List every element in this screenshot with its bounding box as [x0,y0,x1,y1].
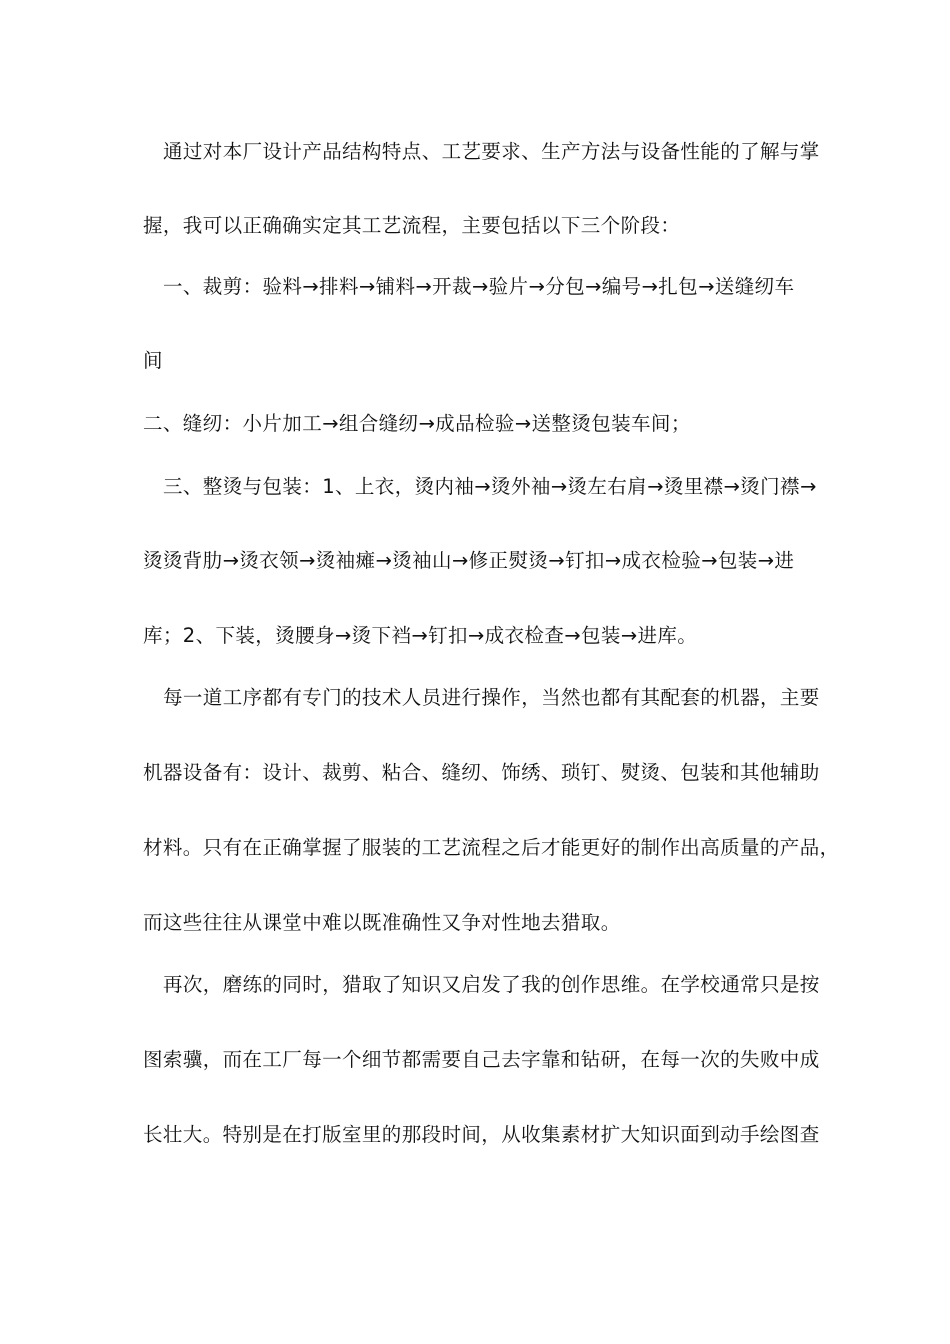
paragraph-3-line-1: 再次，磨练的同时，猎取了知识又启发了我的创作思维。在学校通常只是按 [163,973,820,996]
stage-3-line-3: 库；2、下装，烫腰身→烫下裆→钉扣→成衣检查→包装→进库。 [143,624,698,647]
stage-2-line: 二、缝纫：小片加工→组合缝纫→成品检验→送整烫包装车间； [143,412,691,435]
stage-3-line-2: 烫烫背肋→烫衣领→烫袖瘫→烫袖山→修正熨烫→钉扣→成衣检验→包装→进 [143,549,795,572]
paragraph-2-line-3: 材料。只有在正确掌握了服装的工艺流程之后才能更好的制作出高质量的产品， [143,836,840,859]
paragraph-3-line-3: 长壮大。特别是在打版室里的那段时间，从收集素材扩大知识面到动手绘图查 [143,1123,820,1146]
stage-1-line-1: 一、裁剪：验料→排料→铺料→开裁→验片→分包→编号→扎包→送缝纫车 [163,275,795,298]
paragraph-1-line-2: 握，我可以正确确实定其工艺流程，主要包括以下三个阶段： [143,214,681,237]
paragraph-2-line-1: 每一道工序都有专门的技术人员进行操作，当然也都有其配套的机器，主要 [163,686,820,709]
paragraph-2-line-2: 机器设备有：设计、裁剪、粘合、缝纫、饰绣、琐钉、熨烫、包装和其他辅助 [143,761,820,784]
stage-1-line-2: 间 [143,349,163,372]
stage-3-line-1: 三、整烫与包装：1、上衣，烫内袖→烫外袖→烫左右肩→烫里襟→烫门襟→ [163,475,817,498]
paragraph-2-line-4: 而这些往往从课堂中难以既准确性又争对性地去猎取。 [143,911,621,934]
paragraph-1-line-1: 通过对本厂设计产品结构特点、工艺要求、生产方法与设备性能的了解与掌 [163,140,820,163]
paragraph-3-line-2: 图索骥，而在工厂每一个细节都需要自己去字靠和钻研，在每一次的失败中成 [143,1048,820,1071]
